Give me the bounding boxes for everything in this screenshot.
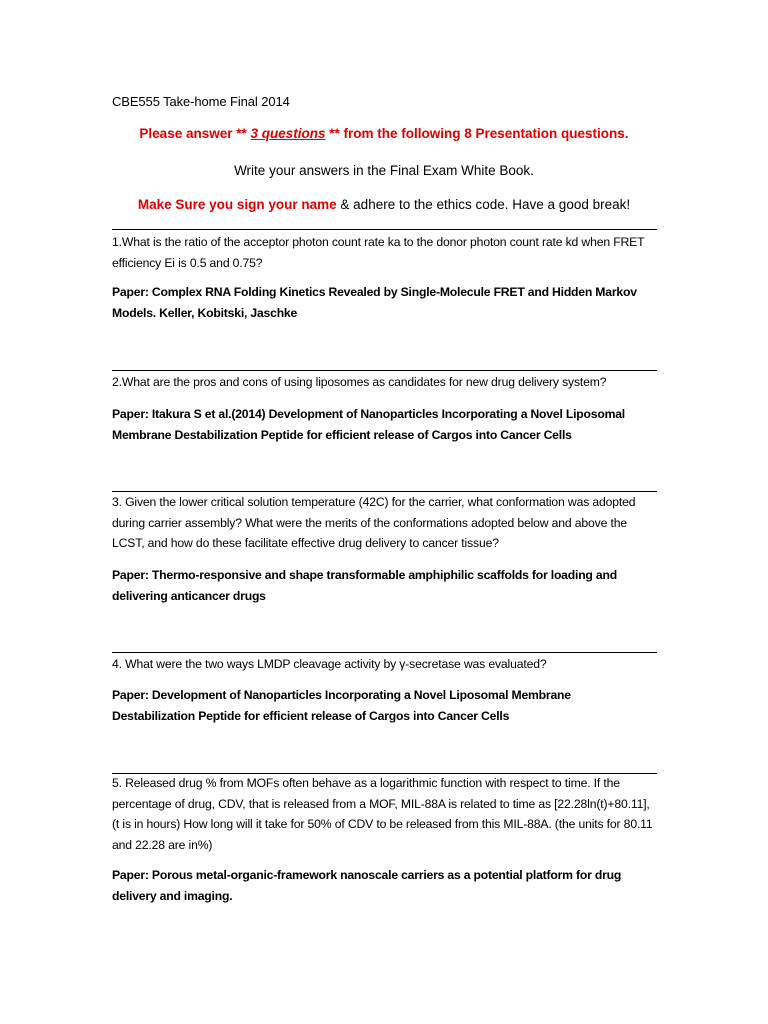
sign-name-red: Make Sure you sign your name — [137, 197, 337, 212]
question-1-paper: Paper: Complex RNA Folding Kinetics Revealed by Single-Molecule FRET and Hidden Markov Models. Keller, Kobitski, Jaschke — [112, 285, 637, 320]
instruction-line — [0, 126, 768, 141]
question-1-text: 1.What is the ratio of the acceptor photon count rate ka to the donor photon count rate kd when FRET efficiency Ei is 0.5 and 0.75? — [112, 235, 645, 270]
question-5-text: 5. Released drug % from MOFs often behave as a logarithmic function with respect to time. If the percentage of drug, CDV, that is released from a MOF, MIL-88A is related to time as [22.28ln(t)+80.11], (t is in hours) How long will it take for 50% of CDV to be released from this MIL-88A. (the units for 80.11 and 22.28 are in%) — [112, 776, 653, 852]
question-3-text: 3. Given the lower critical solution temperature (42C) for the carrier, what conformation was adopted during carrier assembly? What were the merits of the conformations adopted below and above the LCST, and how do these facilitate effective drug delivery to cancer tissue? — [112, 495, 636, 550]
sign-name-line — [0, 197, 768, 212]
instruction-prefix: Please answer ** — [139, 126, 251, 141]
ethics-text: & adhere to the ethics code. Have a good break! — [336, 197, 631, 212]
question-5-paper: Paper: Porous metal-organic-framework nanoscale carriers as a potential platform for drug delivery and imaging. — [112, 868, 622, 903]
question-4-text: 4. What were the two ways LMDP cleavage activity by γ-secretase was evaluated? — [112, 657, 547, 671]
write-answers-line: Write your answers in the Final Exam White Book. — [234, 163, 534, 178]
divider-rule — [112, 370, 657, 371]
divider-rule — [112, 229, 657, 230]
question-4-paper: Paper: Development of Nanoparticles Incorporating a Novel Liposomal Membrane Destabilization Peptide for efficient release of Cargos into Cancer Cells — [112, 688, 571, 723]
question-2-text: 2.What are the pros and cons of using liposomes as candidates for new drug delivery system? — [112, 375, 607, 389]
question-2-paper: Paper: Itakura S et al.(2014) Development of Nanoparticles Incorporating a Novel Liposomal Membrane Destabilization Peptide for efficient release of Cargos into Cancer Cells — [112, 407, 625, 442]
document-title: CBE555 Take-home Final 2014 — [112, 94, 290, 109]
instruction-emphasis: 3 questions — [250, 126, 326, 141]
question-3-paper: Paper: Thermo-responsive and shape transformable amphiphilic scaffolds for loading and delivering anticancer drugs — [112, 568, 617, 603]
divider-rule — [112, 652, 657, 653]
instruction-suffix: ** from the following 8 Presentation questions. — [325, 126, 629, 141]
